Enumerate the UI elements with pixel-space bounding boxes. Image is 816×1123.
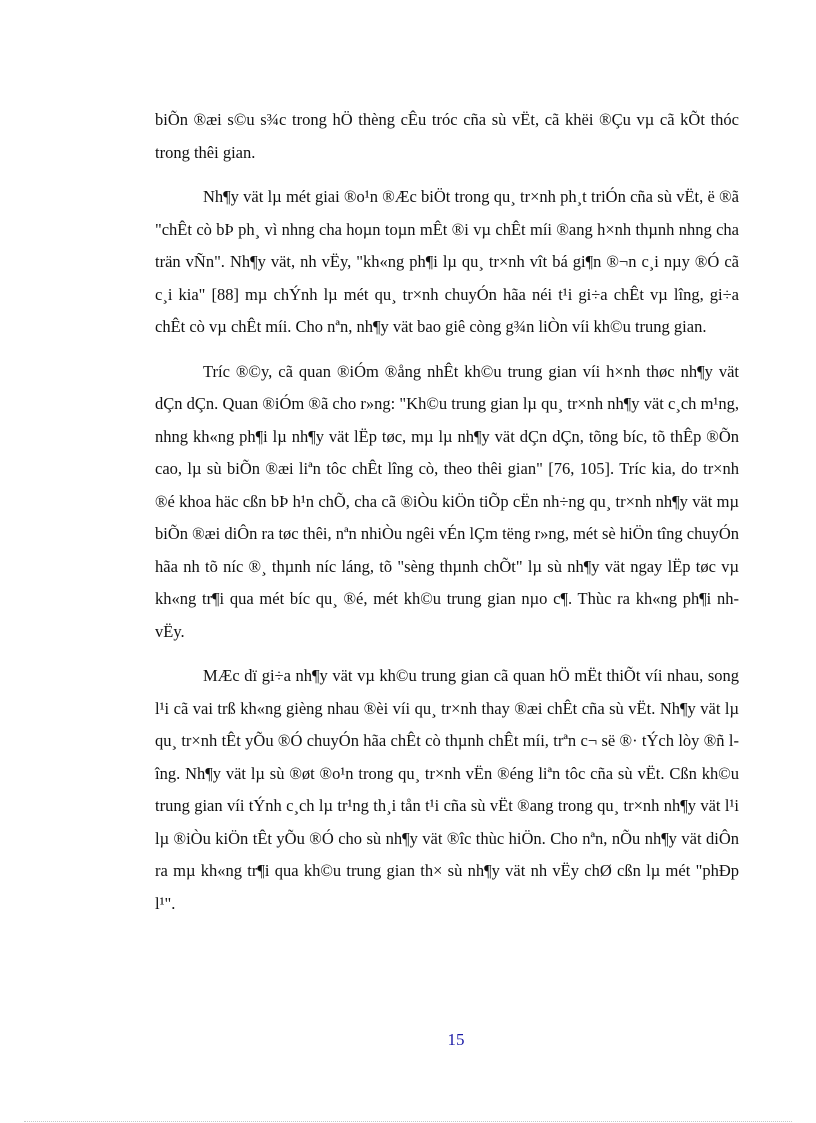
paragraph-4: MÆc dï gi÷a nh¶y vät vµ kh©u trung gian cã quan hÖ mËt thiÕt víi nhau, song l¹i cã vai trß kh«ng gièng nhau ®èi víi qu¸ tr×nh thay ®æi chÊt cña sù vËt. Nh¶y vät lµ qu¸ tr×nh tÊt yÕu ®Ó chuyÓn hãa chÊt cò thµnh chÊt míi, trªn c¬ së ®· tÝch lòy ®ñ lîng. Nh¶y vät lµ sù ®øt ®o¹n trong qu¸ tr×nh vËn ®éng liªn tôc cña sù vËt. Cßn kh©u trung gian víi tÝnh c¸ch lµ tr¹ng th¸i tån t¹i cña sù vËt ®ang trong qu¸ tr×nh nh¶y vät l¹i lµ ®iÒu kiÖn tÊt yÕu ®Ó cho sù nh¶y vät ®îc thùc hiÖn. Cho nªn, nÕu nh¶y vät diÔn ra mµ kh«ng tr¶i qua kh©u trung gian th× sù nh¶y vät nh vËy chØ cßn lµ mét "phÐp l¹".	[155, 666, 739, 913]
page-bottom-divider	[24, 1121, 792, 1122]
paragraph-2: Nh¶y vät lµ mét giai ®o¹n ®Æc biÖt trong qu¸ tr×nh ph¸t triÓn cña sù vËt, ë ®ã "chÊt cò bÞ ph¸ vì nhng cha hoµn toµn mÊt ®i vµ chÊt míi ®ang h×nh thµnh nhng cha trän vÑn". Nh¶y vät, nh vËy, "kh«ng ph¶i lµ qu¸ tr×nh vît bá gi¶n ®¬n c¸i nµy ®Ó cã c¸i kia" [88] mµ chÝnh lµ mét qu¸ tr×nh chuyÓn hãa néi t¹i gi÷a chÊt vµ lîng, gi÷a chÊt cò vµ chÊt míi. Cho nªn, nh¶y vät bao giê còng g¾n liÒn víi kh©u trung gian.	[155, 187, 739, 336]
body-text	[155, 104, 739, 932]
page-number: 15	[447, 1030, 465, 1049]
paragraph-1: biÕn ®æi s©u s¾c trong hÖ thèng cÊu tróc cña sù vËt, cã khëi ®Çu vµ cã kÕt thóc trong thêi gian.	[155, 110, 739, 162]
paragraph-3: Tríc ®©y, cã quan ®iÓm ®ång nhÊt kh©u trung gian víi h×nh thøc nh¶y vät dÇn dÇn. Quan ®iÓm ®ã cho r»ng: "Kh©u trung gian lµ qu¸ tr×nh nh¶y vät c¸ch m¹ng, nhng kh«ng ph¶i lµ nh¶y vät lËp tøc, mµ lµ nh¶y vät dÇn dÇn, tõng bíc, tõ thÊp ®Õn cao, lµ sù biÕn ®æi liªn tôc chÊt lîng cò, theo thêi gian" [76, 105]. Tríc kia, do tr×nh ®é khoa häc cßn bÞ h¹n chÕ, cha cã ®iÒu kiÖn tiÕp cËn nh÷ng qu¸ tr×nh nh¶y vät mµ biÕn ®æi diÔn ra tøc thêi, nªn nhiÒu ngêi vÉn lÇm tëng r»ng, mét sè hiÖn tîng chuyÓn hãa nh tõ níc ®¸ thµnh níc láng, tõ "sèng thµnh chÕt" lµ sù nh¶y vät ngay lËp tøc vµ kh«ng tr¶i qua mét bíc qu¸ ®é, mét kh©u trung gian nµo c¶. Thùc ra kh«ng ph¶i nh vËy.	[155, 361, 739, 641]
